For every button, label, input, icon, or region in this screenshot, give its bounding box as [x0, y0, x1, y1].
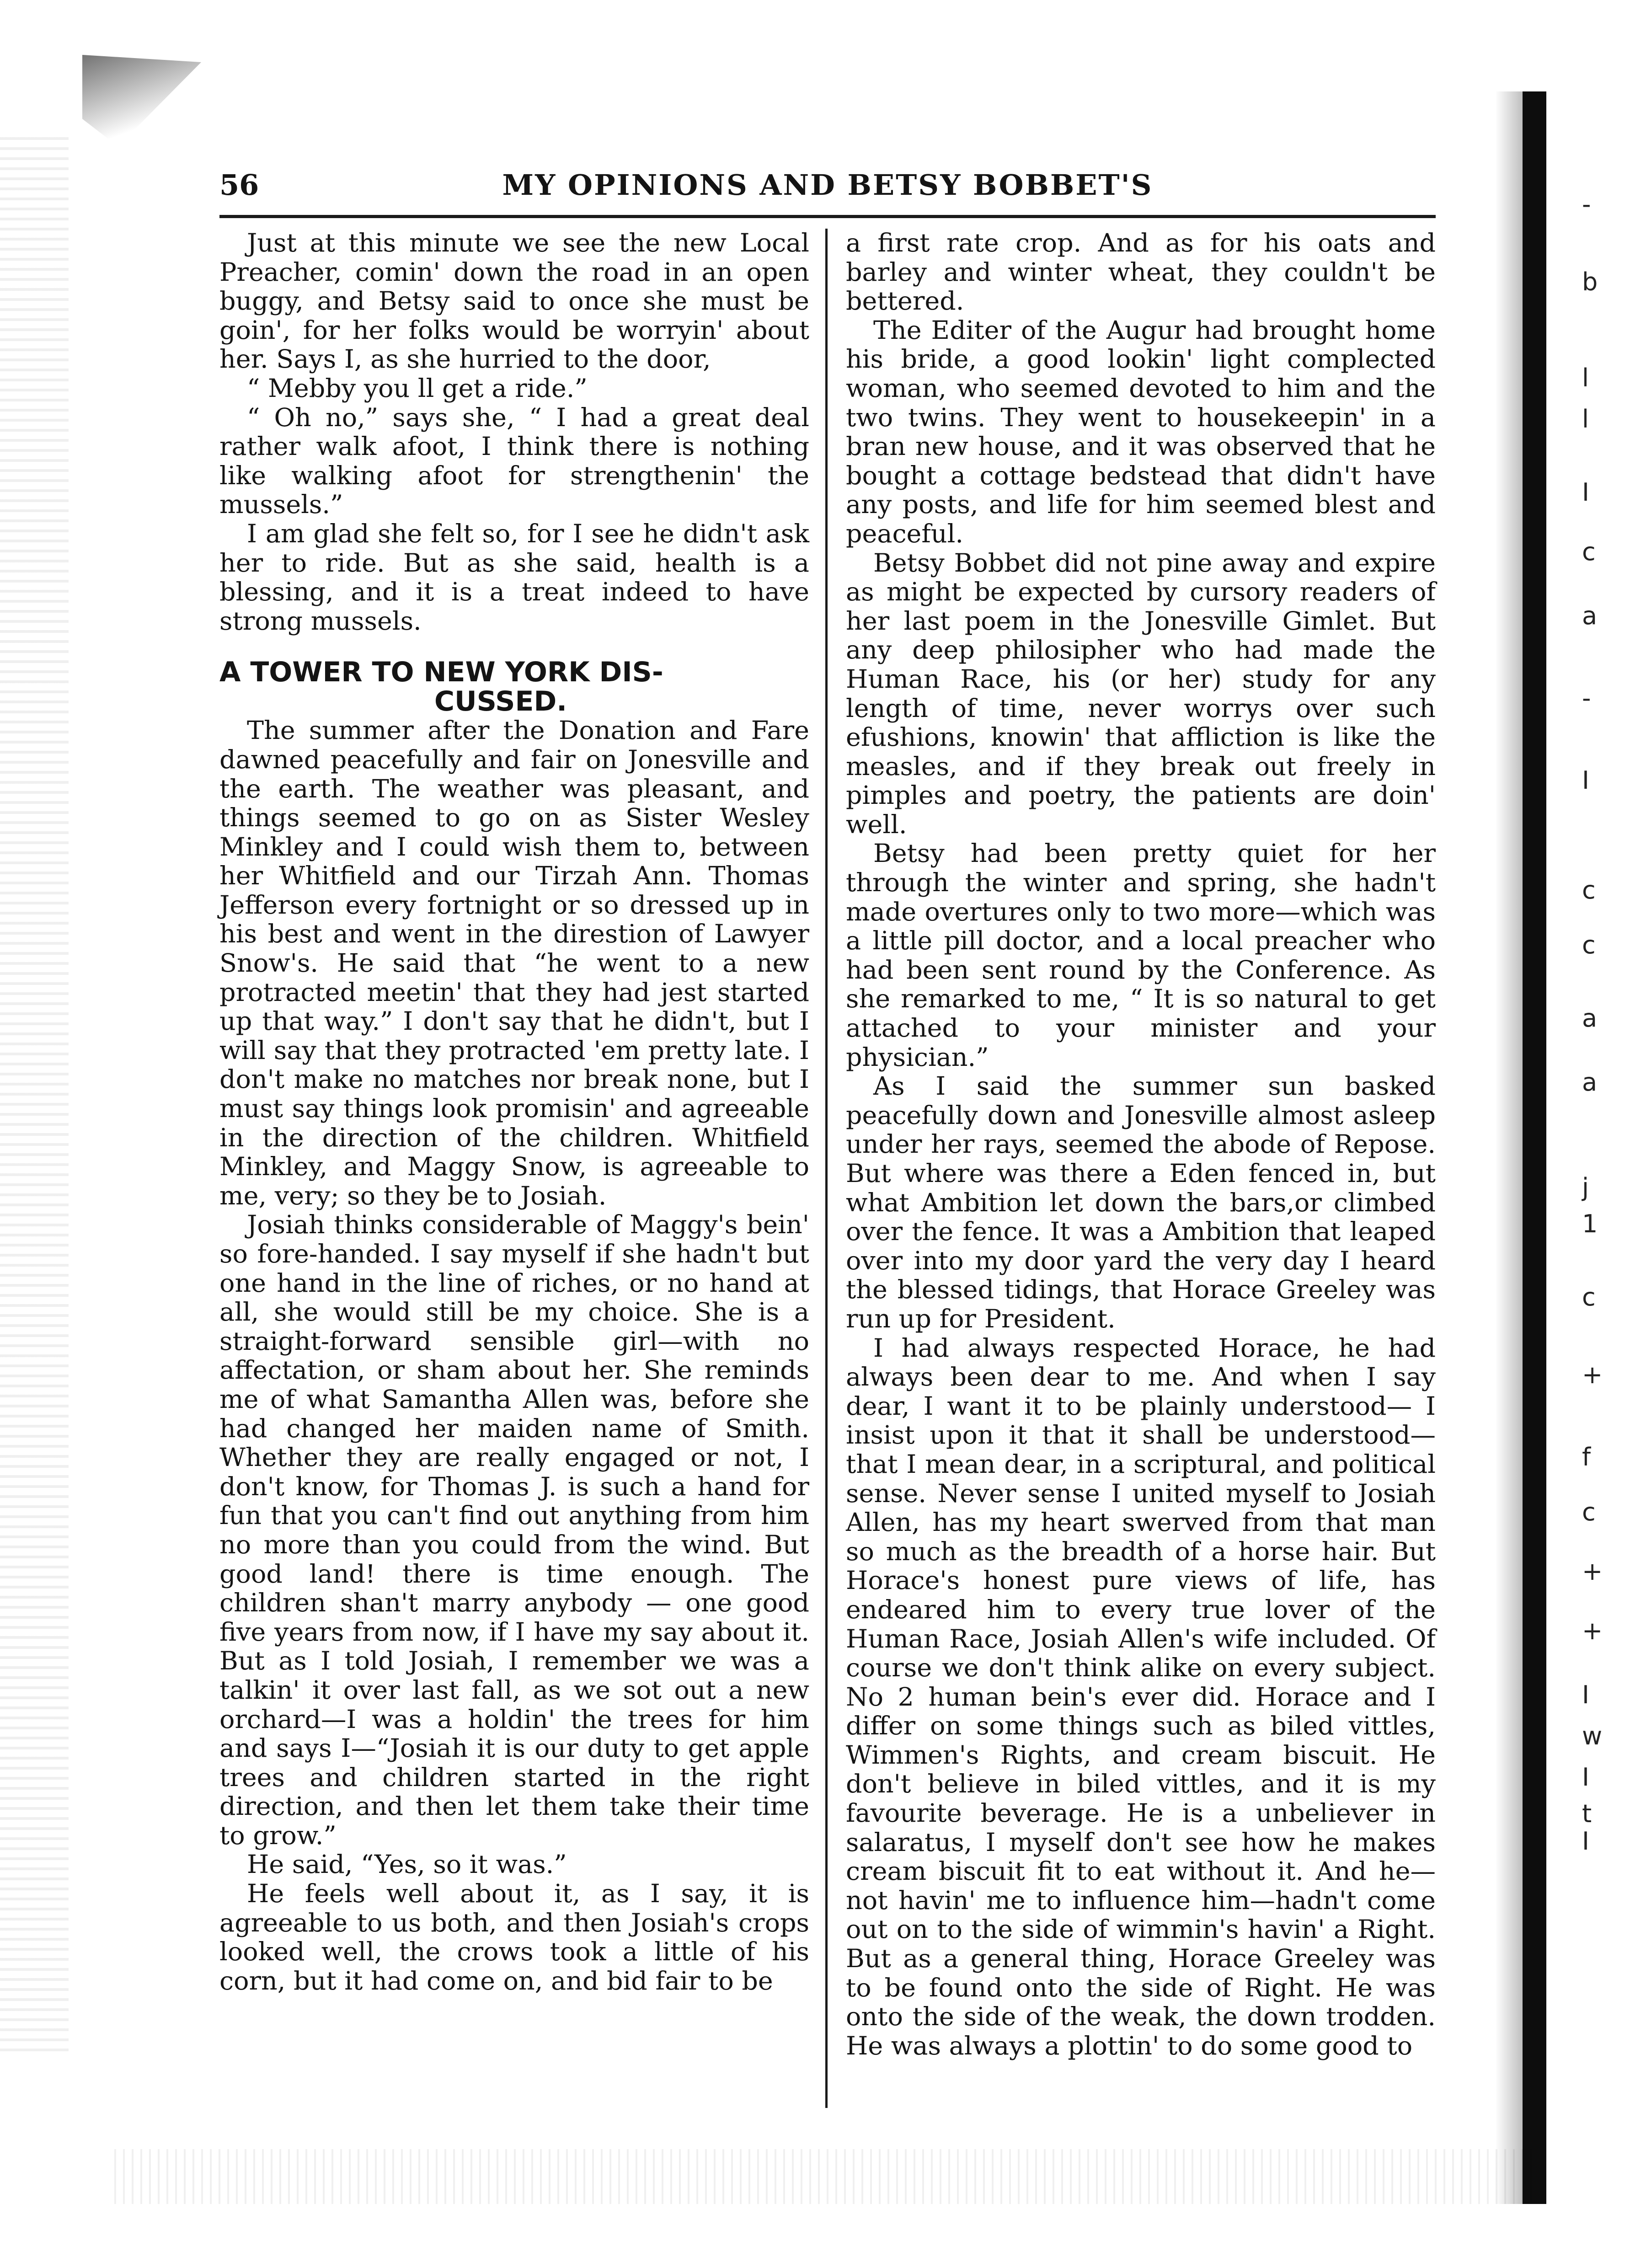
page-number: 56	[219, 168, 259, 202]
paragraph: I had always respected Horace, he had always been dear to me. And when I say dear, I want it to be plainly understood— I insist upon it that it shall be understood—that I mean dear, in a scriptural, and political sense. Never sense I united myself to Josiah Allen, has my heart swerved from that man so much as the breadth of a horse hair. But Horace's honest pure views of life, has endeared him to every true lover of the Human Race, Josiah Allen's wife included. Of course we don't think alike on every subject. No 2 human bein's ever did. Horace and I differ on some things such as biled vittles, Wimmen's Rights, and cream biscuit. He don't believe in biled vittles, and it is my favourite beverage. He is a unbeliever in salaratus, I myself don't see how he makes cream biscuit fit to eat without it. And he—not havin' me to influence him—hadn't come out on to the side of wimmin's havin' a Right. But as a general thing, Horace Greeley was to be found onto the side of Right. He was onto the side of the weak, the down trodden. He was always a plottin' to do some good to	[846, 1333, 1436, 2061]
bleed-glyph: I	[1582, 1763, 1589, 1792]
right-column	[846, 229, 1436, 2060]
book-spine	[1523, 91, 1546, 2204]
chapter-heading	[219, 658, 809, 716]
bleed-glyph: I	[1582, 1680, 1589, 1709]
bleed-glyph: -	[1582, 684, 1591, 712]
bleed-glyph: a	[1582, 601, 1598, 630]
page-header	[219, 165, 1436, 215]
bleed-glyph: c	[1582, 537, 1596, 566]
bleed-glyph: l	[1582, 364, 1589, 392]
bleed-glyph: c	[1582, 876, 1596, 904]
column-divider	[825, 229, 828, 2108]
scan-edge-noise	[0, 137, 69, 2058]
spine-shadow	[1495, 91, 1523, 2204]
bleed-glyph: a	[1582, 1004, 1598, 1032]
chapter-heading-line-1: A TOWER TO NEW YORK DIS-	[219, 656, 663, 689]
paragraph: As I said the summer sun basked peacefully down and Jonesville almost asleep under her rays, seemed the abode of Repose. But where was there a Eden fenced in, but what Ambition let down the bars,or climbed over the fence. It was a Ambition that leaped over into my door yard the very day I heard the blessed tidings, that Horace Greeley was run up for President.	[846, 1071, 1436, 1334]
paragraph: The summer after the Donation and Fare dawned peacefully and fair on Jonesville and the earth. The weather was pleasant, and things seemed to go on as Sister Wesley Minkley and I could wish them to, between her Whitfield and our Tirzah Ann. Thomas Jefferson every fortnight or so dressed up in his best and went in the direstion of Lawyer Snow's. He said that “he went to a new protracted meetin' that they had jest started up that way.” I don't say that he didn't, but I will say that they protracted 'em pretty late. I don't make no matches nor break none, but I must say things look promisin' and agreeable in the direction of the children. Whitfield Minkley, and Maggy Snow, is agreeable to me, very; so they be to Josiah.	[219, 716, 809, 1211]
paragraph: Josiah thinks considerable of Maggy's bein' so fore-handed. I say myself if she hadn't but one hand in the line of riches, or no hand at all, she would still be my choice. She is a straight-forward sensible girl—with no affectation, or sham about her. She reminds me of what Samantha Allen was, before she had changed her maiden name of Smith. Whether they are really engaged or not, I don't know, for Thomas J. is such a hand for fun that you can't find out anything from him no more than you could from the wind. But good land! there is time enough. The children shan't marry anybody — one good five years from now, if I have my say about it. But as I told Josiah, I remember we was a talkin' it over last fall, as we sot out a new orchard—I was a holdin' the trees for him and says I—“Josiah it is our duty to get apple trees and children started in the right direction, and then let them take their time to grow.”	[219, 1210, 809, 1851]
paragraph: “ Mebby you ll get a ride.”	[247, 373, 588, 403]
paragraph: He said, “Yes, so it was.”	[247, 1850, 567, 1880]
bleed-glyph: +	[1582, 1360, 1603, 1389]
bleed-glyph: I	[1582, 1827, 1589, 1856]
paragraph: Just at this minute we see the new Local Preacher, comin' down the road in an open buggy, and Betsy said to once she must be goin', for her folks would be worryin' about her. Says I, as she hurried to the door,	[219, 228, 809, 374]
facing-page-bleed	[1568, 190, 1623, 1856]
paragraph-continued: a first rate crop. And as for his oats and barley and winter wheat, they couldn't be bettered.	[846, 228, 1436, 316]
paragraph: He feels well about it, as I say, it is agreeable to us both, and then Josiah's crops looked well, the crows took a little of his corn, but it had come on, and bid fair to be	[219, 1879, 809, 1996]
header-rule	[219, 215, 1436, 218]
bleed-glyph: +	[1582, 1616, 1603, 1645]
bleed-glyph: l	[1582, 405, 1589, 433]
scan-corner-shadow	[82, 55, 201, 146]
running-title: MY OPINIONS AND BETSY BOBBET'S	[502, 168, 1153, 202]
paragraph: The Editer of the Augur had brought home his bride, a good lookin' light complected woman, who seemed devoted to him and the two twins. They went to housekeepin' in a bran new house, and it was observed that he bought a cottage bedstead that didn't have any posts, and life for him seemed blest and peaceful.	[846, 315, 1436, 549]
scan-bottom-noise	[114, 2149, 1532, 2204]
bleed-glyph: -	[1582, 190, 1591, 219]
bleed-glyph: w	[1582, 1722, 1603, 1750]
bleed-glyph: +	[1582, 1557, 1603, 1586]
bleed-glyph: b	[1582, 267, 1598, 296]
bleed-glyph: j	[1582, 1173, 1589, 1202]
bleed-glyph: a	[1582, 1068, 1598, 1097]
chapter-heading-line-2: CUSSED.	[434, 685, 567, 718]
bleed-glyph: f	[1582, 1443, 1591, 1471]
bleed-glyph: I	[1582, 766, 1589, 795]
paragraph: I am glad she felt so, for I see he didn't ask her to ride. But as she said, health is a blessing, and it is a treat indeed to have strong mussels.	[219, 519, 809, 636]
paragraph: Betsy had been pretty quiet for her through the winter and spring, she hadn't made overtures only to two more—which was a little pill doctor, and a local preacher who had been sent round by the Conference. As she remarked to me, “ It is so natural to get attached to your minister and your physician.”	[846, 839, 1436, 1072]
left-column	[219, 229, 809, 1995]
paragraph: “ Oh no,” says she, “ I had a great deal rather walk afoot, I think there is nothing like walking afoot for strengthenin' the mussels.”	[219, 402, 809, 520]
bleed-glyph: 1	[1582, 1209, 1598, 1238]
bleed-glyph: c	[1582, 931, 1596, 959]
paragraph: Betsy Bobbet did not pine away and expire as might be expected by cursory readers of her last poem in the Jonesville Gimlet. But any deep philosipher who had made the Human Race, his (or her) study for any length of time, never worrys over such efushions, knowin' that affliction is like the measles, and if they break out freely in pimples and poetry, the patients are doin' well.	[846, 548, 1436, 840]
bleed-glyph: c	[1582, 1498, 1596, 1526]
bleed-glyph: c	[1582, 1283, 1596, 1311]
bleed-glyph: I	[1582, 478, 1589, 507]
bleed-glyph: t	[1582, 1799, 1592, 1828]
